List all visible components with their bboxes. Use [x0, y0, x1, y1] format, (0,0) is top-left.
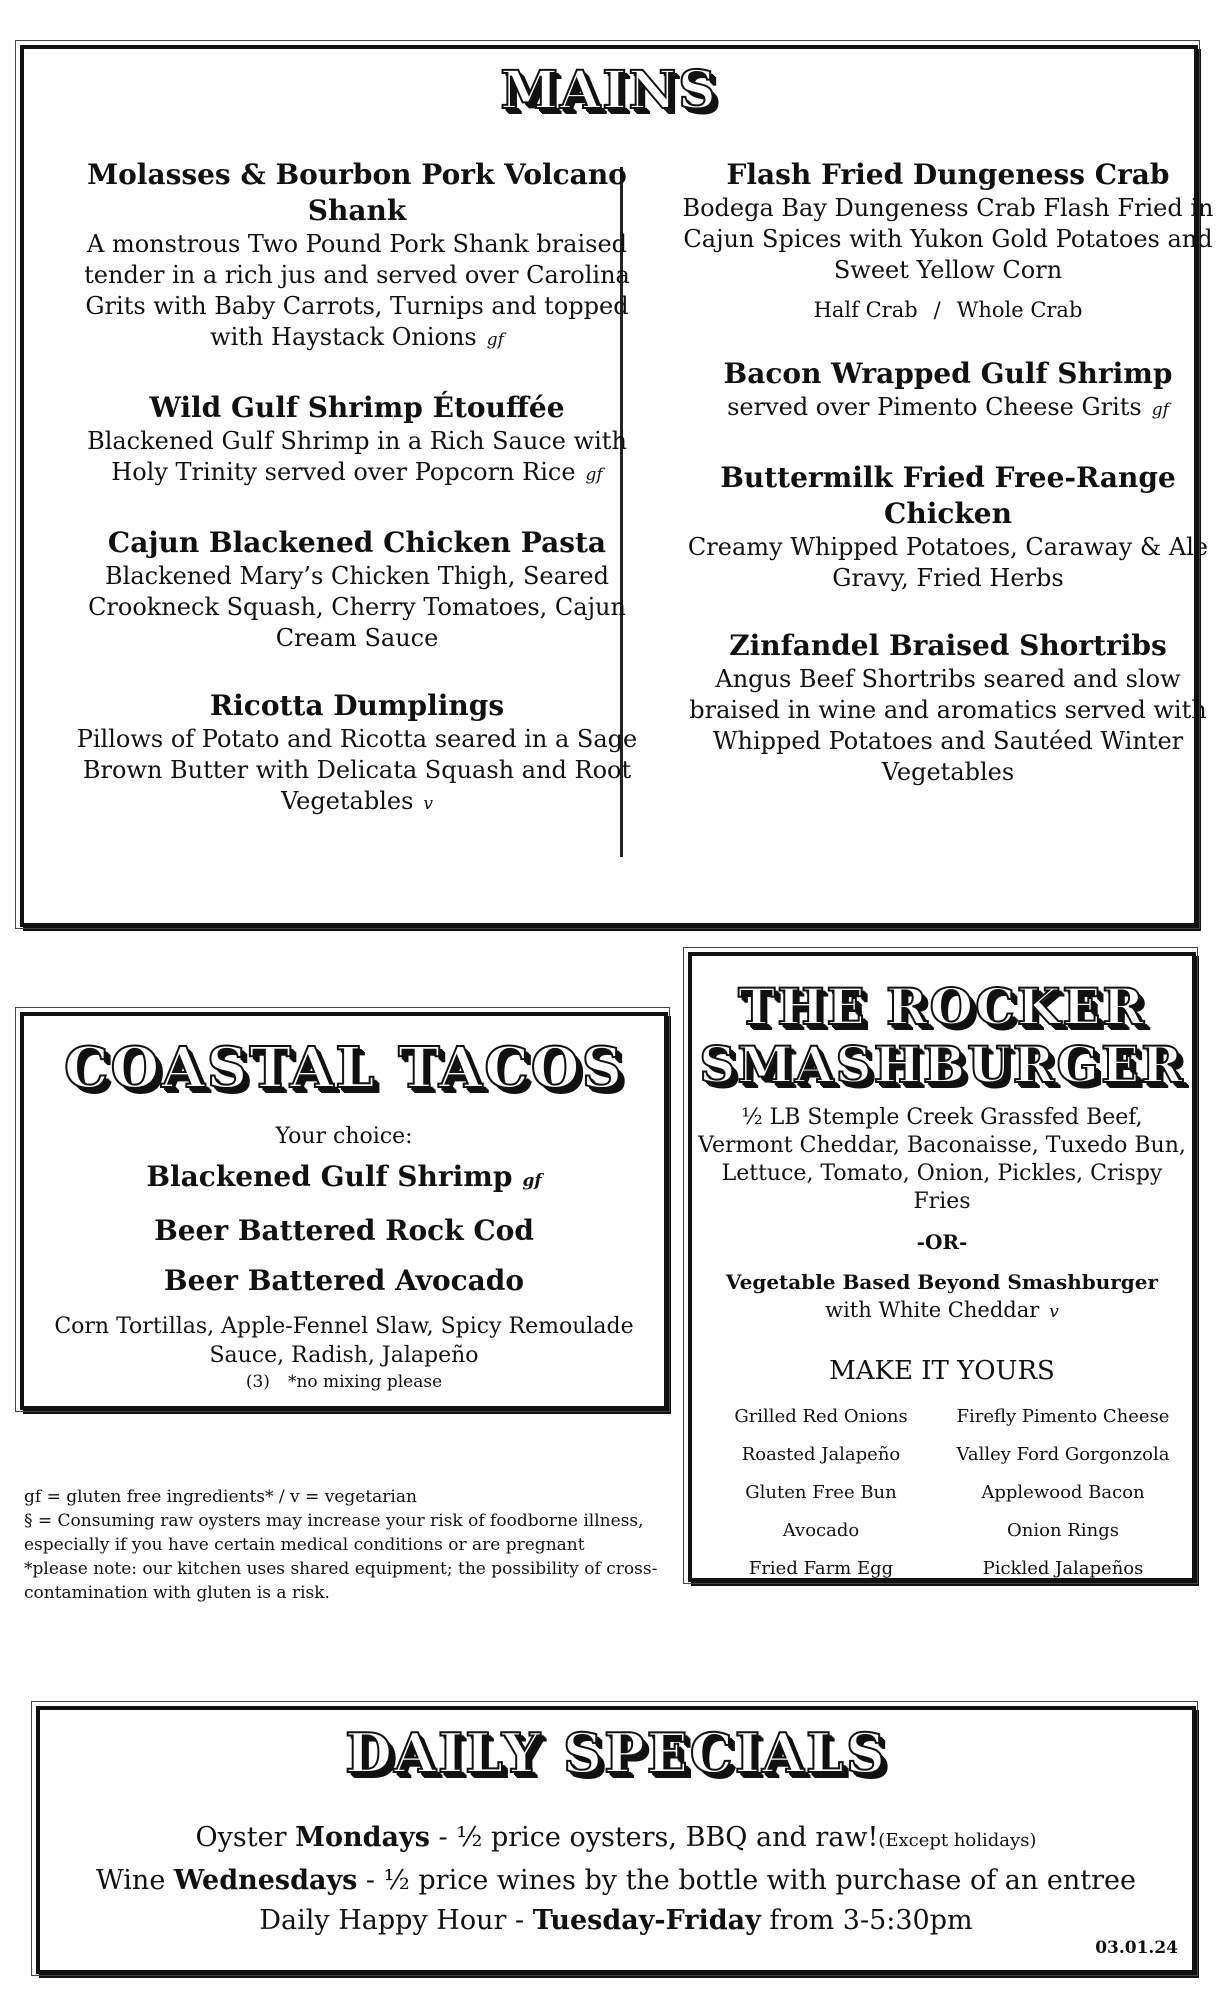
special-wine-wednesdays: [40, 1861, 1192, 1901]
special-text: Wine: [96, 1865, 174, 1896]
smashburger-title: [692, 978, 1192, 1094]
no-mixing-note: *no mixing please: [287, 1372, 443, 1392]
dish-dungeness-crab: [674, 157, 1222, 322]
dish-description: [72, 561, 642, 654]
mains-right-column: [674, 157, 1222, 822]
addon-item: Pickled Jalapeños: [982, 1558, 1144, 1579]
menu-date: 03.01.24: [1095, 1938, 1178, 1958]
dish-description: Creamy Whipped Potatoes, Caraway & Ale Gravy, Fried Herbs: [687, 533, 1209, 592]
dish-shrimp-etouffee: [72, 390, 642, 491]
taco-count: (3): [245, 1372, 270, 1392]
gluten-free-tag: gf: [486, 330, 504, 350]
special-day: Tuesday-Friday: [532, 1905, 761, 1936]
smashburger-description: ½ LB Stemple Creek Grassfed Beef, Vermont Cheddar, Baconaisse, Tuxedo Bun, Lettuce, Tomato, Onion, Pickles, Crispy Fries: [698, 1105, 1186, 1214]
addon-item: Avocado: [782, 1520, 860, 1541]
dish-ricotta-dumplings: [72, 688, 642, 820]
beyond-burger-name: Vegetable Based Beyond Smashburger: [725, 1270, 1159, 1294]
dish-description: [72, 426, 642, 491]
special-text: Oyster: [195, 1822, 296, 1853]
dish-name: Bacon Wrapped Gulf Shrimp: [723, 357, 1173, 390]
special-exception: (Except holidays): [878, 1830, 1037, 1851]
addon-item: Gluten Free Bun: [745, 1482, 897, 1503]
tacos-body: [24, 1122, 664, 1394]
footnotes: [24, 1485, 674, 1605]
special-day: Mondays: [295, 1822, 430, 1853]
smashburger-section: [688, 952, 1196, 1582]
special-happy-hour: [40, 1901, 1192, 1941]
tacos-intro: Your choice:: [275, 1124, 413, 1149]
tacos-title: COASTAL TACOS: [63, 1035, 625, 1101]
taco-choice-name: Blackened Gulf Shrimp: [146, 1160, 513, 1193]
dish-chicken-pasta: [72, 525, 642, 654]
dish-name: Wild Gulf Shrimp Étouffée: [149, 391, 565, 424]
tacos-note: [24, 1370, 664, 1394]
dish-name: Ricotta Dumplings: [209, 689, 505, 722]
tacos-description: Corn Tortillas, Apple-Fennel Slaw, Spicy Remoulade Sauce, Radish, Jalapeño: [54, 1314, 634, 1368]
vegetarian-tag: v: [1049, 1302, 1059, 1322]
special-text: from 3-5:30pm: [760, 1905, 973, 1936]
option-separator: /: [933, 298, 941, 322]
specials-body: [40, 1818, 1192, 1941]
whole-crab-option: Whole Crab: [956, 298, 1083, 322]
special-text: - ½ price oysters, BBQ and raw!: [429, 1822, 879, 1853]
dish-description: Angus Beef Shortribs seared and slow braised in wine and aromatics served with Whipped Potatoes and Sautéed Winter Vegetables: [689, 665, 1207, 786]
addon-item: Fried Farm Egg: [748, 1558, 894, 1579]
dish-name: Zinfandel Braised Shortribs: [729, 629, 1167, 662]
footnote-raw-oysters: § = Consuming raw oysters may increase your risk of foodborne illness, especially if you have certain medical conditions or are pregnant: [24, 1511, 644, 1555]
tacos-section: [20, 1012, 668, 1410]
special-text: Daily Happy Hour -: [259, 1905, 533, 1936]
gluten-free-tag: gf: [1151, 400, 1169, 420]
smashburger-title-line1: THE ROCKER: [738, 977, 1146, 1036]
footnote-gluten: *please note: our kitchen uses shared equipment; the possibility of cross-contamination with gluten is a risk.: [24, 1559, 658, 1603]
gluten-free-tag: gf: [585, 465, 603, 485]
dish-desc-text: Blackened Gulf Shrimp in a Rich Sauce with Holy Trinity served over Popcorn Rice: [87, 427, 627, 486]
dish-fried-chicken: [674, 460, 1222, 594]
daily-specials-title: DAILY SPECIALS: [345, 1721, 887, 1785]
beyond-burger-description: [692, 1296, 1192, 1326]
taco-choice: Beer Battered Avocado: [163, 1264, 525, 1297]
dish-desc-text: served over Pimento Cheese Grits: [727, 393, 1142, 421]
addon-item: Applewood Bacon: [981, 1482, 1145, 1503]
dish-description: [674, 392, 1222, 426]
beyond-desc-text: with White Cheddar: [825, 1298, 1040, 1322]
dish-name: Molasses & Bourbon Pork Volcano Shank: [87, 158, 627, 227]
special-text: - ½ price wines by the bottle with purchase of an entree: [357, 1865, 1136, 1896]
dish-desc-text: Blackened Mary’s Chicken Thigh, Seared Crookneck Squash, Cherry Tomatoes, Cajun Cream Sauce: [88, 562, 626, 652]
taco-choice: [24, 1152, 664, 1206]
addon-item: Onion Rings: [1007, 1520, 1119, 1541]
dish-name: Buttermilk Fried Free-Range Chicken: [720, 461, 1176, 530]
addon-item: Roasted Jalapeño: [741, 1444, 901, 1465]
mains-title: MAINS: [500, 60, 718, 121]
addons-grid: [692, 1404, 1192, 1582]
dish-shortribs: [674, 628, 1222, 788]
smashburger-title-line2: SMASHBURGER: [699, 1035, 1185, 1094]
make-it-yours-heading: MAKE IT YOURS: [829, 1356, 1055, 1386]
dish-name: Flash Fried Dungeness Crab: [726, 158, 1170, 191]
mains-left-column: [72, 157, 642, 854]
footnote-legend: gf = gluten free ingredients* / v = vegetarian: [24, 1487, 417, 1507]
dish-pork-shank: [72, 157, 642, 356]
vegetarian-tag: v: [423, 794, 434, 814]
gluten-free-tag: gf: [522, 1171, 542, 1191]
dish-description: [72, 229, 642, 356]
dish-bacon-shrimp: [674, 356, 1222, 426]
addon-item: Valley Ford Gorgonzola: [956, 1444, 1170, 1465]
smashburger-body: [692, 1104, 1192, 1582]
or-separator: -OR-: [916, 1230, 968, 1254]
special-day: Wednesdays: [173, 1865, 358, 1896]
daily-specials-section: [36, 1706, 1196, 1974]
dish-name: Cajun Blackened Chicken Pasta: [107, 526, 607, 559]
dish-description: [72, 724, 642, 820]
mains-section: [20, 45, 1214, 927]
half-crab-option: Half Crab: [813, 298, 918, 322]
addon-item: Firefly Pimento Cheese: [956, 1406, 1170, 1427]
crab-size-options: [674, 298, 1222, 322]
addon-item: Grilled Red Onions: [734, 1406, 908, 1427]
taco-choice: Beer Battered Rock Cod: [154, 1214, 534, 1247]
special-oyster-mondays: [40, 1818, 1192, 1861]
dish-desc-text: A monstrous Two Pound Pork Shank braised tender in a rich jus and served over Carolina Grits with Baby Carrots, Turnips and topped with Haystack Onions: [84, 230, 630, 351]
dish-description: Bodega Bay Dungeness Crab Flash Fried in Cajun Spices with Yukon Gold Potatoes and Sweet Yellow Corn: [682, 194, 1214, 284]
dish-desc-text: Pillows of Potato and Ricotta seared in a Sage Brown Butter with Delicata Squash and Root Vegetables: [76, 725, 638, 815]
